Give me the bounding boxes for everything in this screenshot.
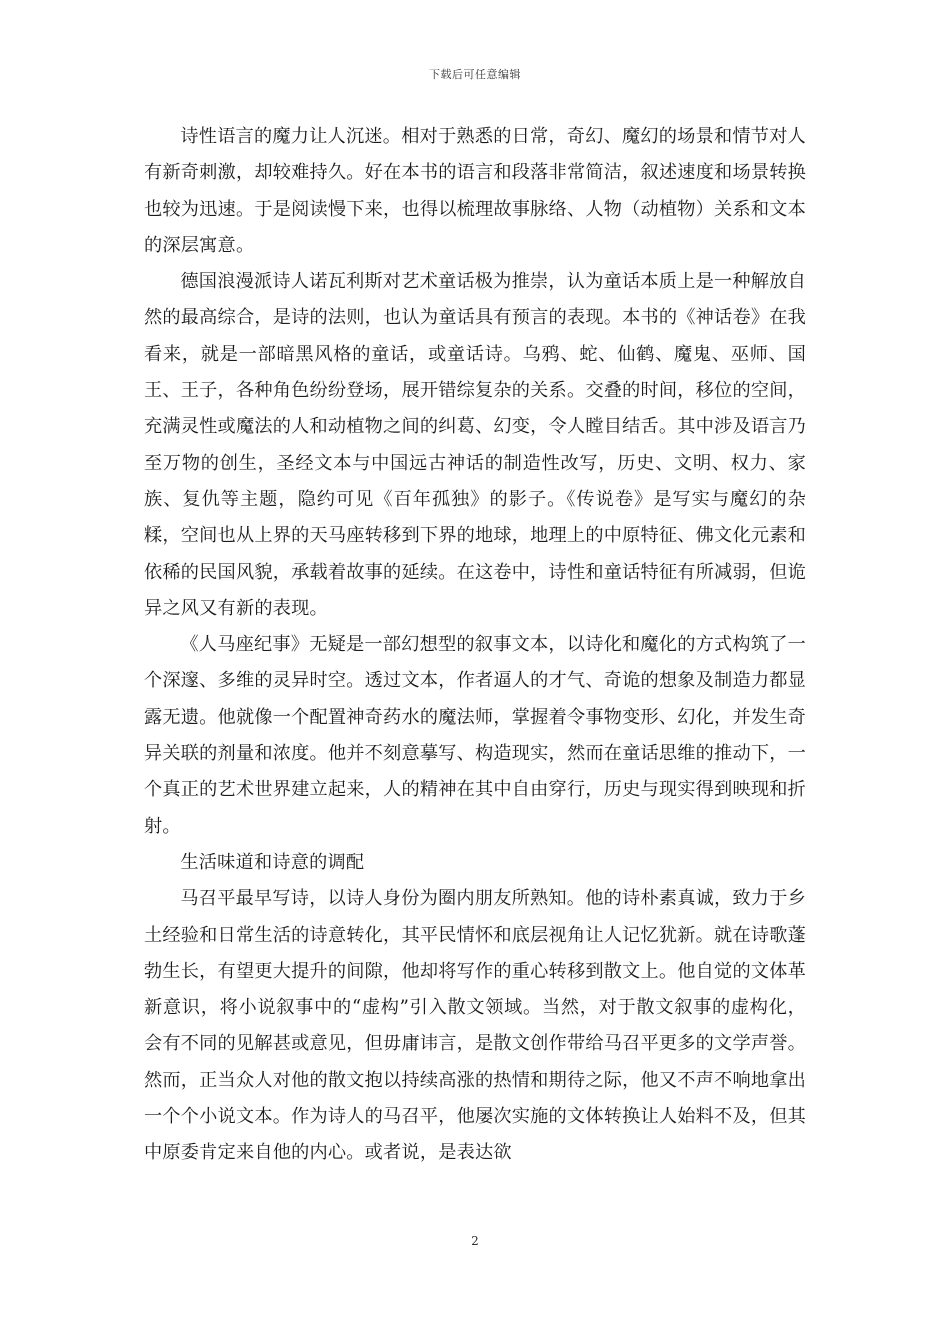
body-text: [144, 119, 806, 1172]
section-subheading: 生活味道和诗意的调配: [180, 851, 365, 873]
page-number: 2: [471, 1234, 479, 1248]
paragraph-3: 《人马座纪事》无疑是一部幻想型的叙事文本，以诗化和魔化的方式构筑了一个深邃、多维的灵异时空。透过文本，作者逼人的才气、奇诡的想象及制造力都显露无遗。他就像一个配置神奇药水的魔法师，掌握着令事物变形、幻化，并发生奇异关联的剂量和浓度。他并不刻意摹写、构造现实，然而在童话思维的推动下，一个真正的艺术世界建立起来，人的精神在其中自由穿行，历史与现实得到映现和折射。: [144, 634, 806, 837]
paragraph-1: 诗性语言的魔力让人沉迷。相对于熟悉的日常，奇幻、魔幻的场景和情节对人有新奇刺激，却较难持久。好在本书的语言和段落非常简洁，叙述速度和场景转换也较为迅速。于是阅读慢下来，也得以梳理故事脉络、人物（动植物）关系和文本的深层寓意。: [144, 126, 806, 256]
paragraph-2: 德国浪漫派诗人诺瓦利斯对艺术童话极为推崇，认为童话本质上是一种解放自然的最高综合，是诗的法则，也认为童话具有预言的表现。本书的《神话卷》在我看来，就是一部暗黑风格的童话，或童话诗。乌鸦、蛇、仙鹤、魔鬼、巫师、国王、王子，各种角色纷纷登场，展开错综复杂的关系。交叠的时间，移位的空间，充满灵性或魔法的人和动植物之间的纠葛、幻变，令人瞠目结舌。其中涉及语言乃至万物的创生，圣经文本与中国远古神话的制造性改写，历史、文明、权力、家族、复仇等主题，隐约可见《百年孤独》的影子。《传说卷》是写实与魔幻的杂糅，空间也从上界的天马座转移到下界的地球，地理上的中原特征、佛文化元素和依稀的民国风貌，承载着故事的延续。在这卷中，诗性和童话特征有所减弱，但诡异之风又有新的表现。: [144, 271, 806, 619]
paragraph-4: 马召平最早写诗，以诗人身份为圈内朋友所熟知。他的诗朴素真诚，致力于乡土经验和日常生活的诗意转化，其平民情怀和底层视角让人记忆犹新。就在诗歌蓬勃生长，有望更大提升的间隙，他却将写作的重心转移到散文上。他自觉的文体革新意识，将小说叙事中的“虚构”引入散文领域。当然，对于散文叙事的虚构化，会有不同的见解甚或意见，但毋庸讳言，是散文创作带给马召平更多的文学声誉。然而，正当众人对他的散文抱以持续高涨的热情和期待之际，他又不声不响地拿出一个个小说文本。作为诗人的马召平，他屡次实施的文体转换让人始料不及，但其中原委肯定来自他的内心。或者说，是表达欲: [144, 888, 806, 1164]
page-header: 下载后可任意编辑: [429, 68, 521, 81]
